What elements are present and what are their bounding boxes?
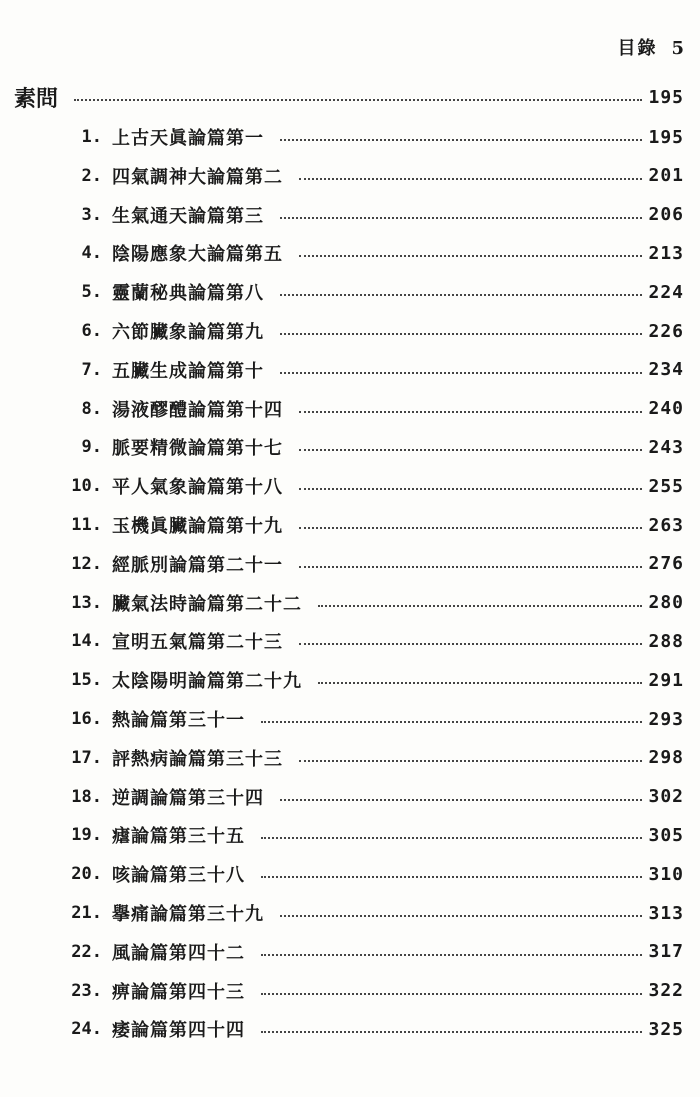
entry-page-number: 243 xyxy=(648,436,684,458)
entry-page-number: 302 xyxy=(648,786,684,808)
entry-page-number: 226 xyxy=(648,320,684,342)
entry-index: 9. xyxy=(81,437,102,458)
dot-leader xyxy=(299,760,642,762)
toc-entry[interactable] xyxy=(52,855,684,893)
entry-title: 熱論篇第三十一 xyxy=(112,710,245,731)
entry-index: 23. xyxy=(71,980,102,1001)
entry-page-number: 288 xyxy=(648,630,684,652)
toc-entry[interactable] xyxy=(52,273,684,311)
entry-title: 痿論篇第四十四 xyxy=(112,1020,245,1042)
entry-index: 11. xyxy=(71,515,102,535)
entry-title: 玉機眞臟論篇第十九 xyxy=(112,516,283,537)
dot-leader xyxy=(280,333,642,335)
entry-title: 六節臟象論篇第九 xyxy=(112,322,264,343)
entry-title: 陰陽應象大論篇第五 xyxy=(112,244,283,266)
running-head-label: 目錄 xyxy=(617,38,658,59)
toc-entry[interactable] xyxy=(52,390,684,428)
entry-index: 15. xyxy=(71,670,102,691)
toc-entry[interactable] xyxy=(52,739,684,777)
toc-entry[interactable] xyxy=(52,894,684,932)
entry-index: 13. xyxy=(71,592,102,613)
entry-title: 咳論篇第三十八 xyxy=(112,865,245,887)
dot-leader xyxy=(261,876,642,878)
dot-leader xyxy=(280,915,642,917)
entry-index: 8. xyxy=(81,398,102,419)
toc-entry[interactable] xyxy=(52,545,684,583)
toc-entry[interactable] xyxy=(52,234,684,272)
toc-entry[interactable] xyxy=(52,196,684,234)
entry-index: 6. xyxy=(81,321,102,341)
entry-index: 1. xyxy=(81,127,102,147)
entry-page-number: 280 xyxy=(648,592,684,614)
entry-page-number: 276 xyxy=(648,553,684,575)
dot-leader xyxy=(299,488,642,490)
entry-title: 平人氣象論篇第十八 xyxy=(112,477,283,499)
entry-index: 12. xyxy=(71,553,102,574)
section-title: 素問 xyxy=(14,85,59,112)
entry-page-number: 240 xyxy=(648,398,684,420)
entry-title: 五臟生成論篇第十 xyxy=(112,360,264,382)
dot-leader xyxy=(280,217,642,219)
toc-entry[interactable] xyxy=(52,972,684,1010)
dot-leader xyxy=(74,99,642,101)
entry-index: 22. xyxy=(71,941,102,962)
dot-leader xyxy=(261,721,642,723)
dot-leader xyxy=(280,372,642,374)
dot-leader xyxy=(280,139,642,141)
dot-leader xyxy=(261,954,642,956)
entry-title: 太陰陽明論篇第二十九 xyxy=(112,671,302,693)
toc-entry[interactable] xyxy=(52,700,684,738)
toc-entry[interactable] xyxy=(52,351,684,389)
entry-page-number: 322 xyxy=(648,980,684,1002)
toc-entry[interactable] xyxy=(52,933,684,971)
entry-title: 上古天眞論篇第一 xyxy=(112,128,264,149)
toc-entry[interactable] xyxy=(52,312,684,350)
running-head xyxy=(617,34,686,60)
entry-page-number: 263 xyxy=(648,514,684,536)
entry-title: 評熱病論篇第三十三 xyxy=(112,748,283,770)
dot-leader xyxy=(299,255,642,257)
dot-leader xyxy=(299,566,642,568)
entry-index: 14. xyxy=(71,631,102,652)
dot-leader xyxy=(318,682,642,684)
entry-page-number: 325 xyxy=(648,1018,684,1040)
dot-leader xyxy=(280,294,642,296)
entry-title: 痹論篇第四十三 xyxy=(112,981,245,1003)
section-page-number: 195 xyxy=(648,86,684,108)
dot-leader xyxy=(280,799,642,801)
entry-index: 7. xyxy=(81,359,102,380)
entry-index: 24. xyxy=(71,1019,102,1040)
entry-page-number: 305 xyxy=(648,824,684,846)
entry-index: 17. xyxy=(71,747,102,768)
entry-page-number: 291 xyxy=(648,669,684,691)
dot-leader xyxy=(299,449,642,451)
entry-title: 臟氣法時論篇第二十二 xyxy=(112,593,302,615)
entry-page-number: 234 xyxy=(648,359,684,381)
dot-leader xyxy=(318,605,642,607)
entry-index: 18. xyxy=(71,786,102,807)
entry-title: 靈蘭秘典論篇第八 xyxy=(112,283,264,305)
entry-page-number: 313 xyxy=(648,902,684,924)
entry-index: 4. xyxy=(81,243,102,264)
toc-entry[interactable] xyxy=(52,622,684,660)
dot-leader xyxy=(299,527,642,529)
dot-leader xyxy=(299,178,642,180)
entry-page-number: 298 xyxy=(648,747,684,769)
entry-title: 宣明五氣篇第二十三 xyxy=(112,632,283,654)
toc-entry[interactable] xyxy=(52,157,684,195)
dot-leader xyxy=(261,837,642,839)
entry-page-number: 255 xyxy=(648,475,684,497)
entry-index: 16. xyxy=(71,709,102,729)
dot-leader xyxy=(261,1031,642,1033)
toc-entry[interactable] xyxy=(52,661,684,699)
entry-index: 20. xyxy=(71,864,102,885)
entry-page-number: 317 xyxy=(648,941,684,963)
entry-page-number: 213 xyxy=(648,242,684,264)
entry-page-number: 206 xyxy=(648,204,684,226)
entry-title: 四氣調神大論篇第二 xyxy=(112,166,283,188)
dot-leader xyxy=(299,411,642,413)
entry-index: 10. xyxy=(71,476,102,497)
toc-entry[interactable] xyxy=(52,118,684,156)
toc-entry[interactable] xyxy=(52,1010,684,1048)
dot-leader xyxy=(299,643,642,645)
entry-title: 逆調論篇第三十四 xyxy=(112,787,264,809)
entry-index: 2. xyxy=(81,165,102,186)
toc-entry[interactable] xyxy=(52,778,684,816)
entry-index: 3. xyxy=(81,204,102,225)
toc-entry[interactable] xyxy=(52,506,684,544)
entry-page-number: 201 xyxy=(648,165,684,187)
entry-title: 生氣通天論篇第三 xyxy=(112,205,264,227)
toc-entry[interactable] xyxy=(52,584,684,622)
entry-index: 21. xyxy=(71,903,102,923)
dot-leader xyxy=(261,993,642,995)
entry-title: 擧痛論篇第三十九 xyxy=(112,904,264,925)
entry-title: 湯液醪醴論篇第十四 xyxy=(112,399,283,421)
entry-title: 瘧論篇第三十五 xyxy=(112,826,245,848)
toc-entry[interactable] xyxy=(52,816,684,854)
toc-section-heading[interactable] xyxy=(14,78,684,116)
entry-title: 經脈別論篇第二十一 xyxy=(112,554,283,576)
entry-page-number: 293 xyxy=(648,708,684,730)
entry-title: 風論篇第四十二 xyxy=(112,942,245,964)
entry-title: 脈要精微論篇第十七 xyxy=(112,438,283,460)
entry-index: 19. xyxy=(71,825,102,846)
entry-index: 5. xyxy=(81,282,102,303)
toc-entry[interactable] xyxy=(52,467,684,505)
entry-page-number: 310 xyxy=(648,863,684,885)
entry-page-number: 195 xyxy=(648,126,684,148)
running-head-page-number: 5 xyxy=(671,38,686,59)
entry-page-number: 224 xyxy=(648,281,684,303)
toc-entry[interactable] xyxy=(52,428,684,466)
